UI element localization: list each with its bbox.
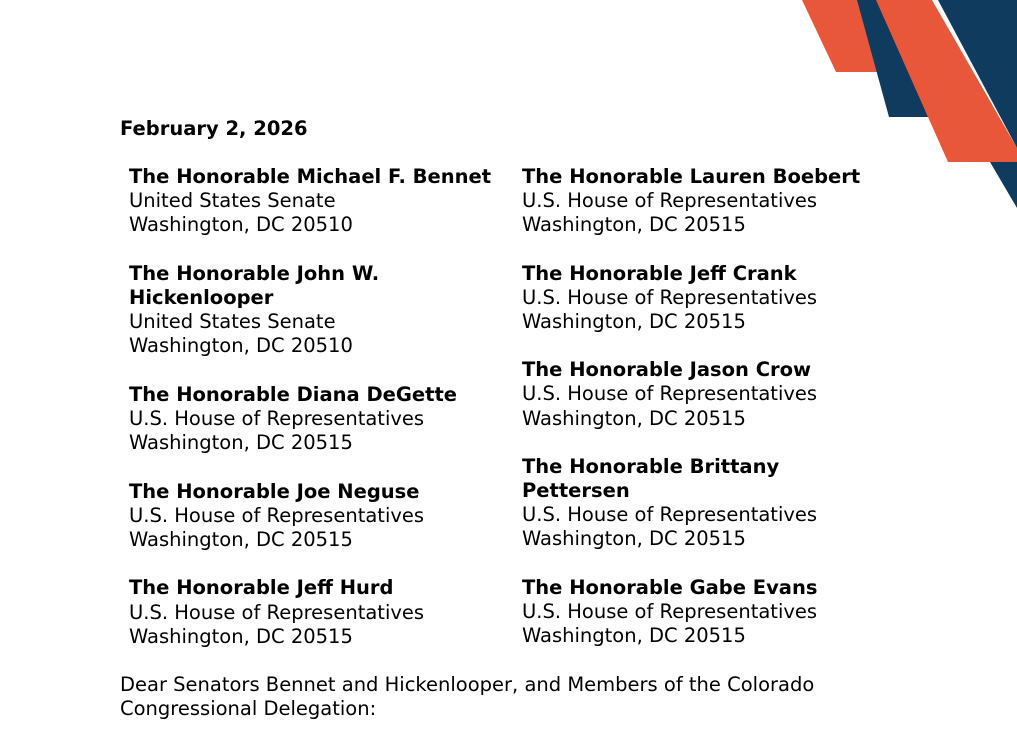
salutation: Dear Senators Bennet and Hickenlooper, and Members of the Colorado Congressional Delegation: bbox=[120, 673, 815, 721]
recipient-block bbox=[522, 576, 882, 649]
recipient-name: The Honorable Lauren Boebert bbox=[522, 165, 861, 188]
recipient-address: Washington, DC 20510 bbox=[129, 213, 353, 237]
recipient-office: U.S. House of Representatives bbox=[129, 503, 425, 527]
recipient-name: The Honorable Diana DeGette bbox=[129, 382, 457, 406]
recipient-name: The Honorable Gabe Evans bbox=[522, 575, 818, 599]
recipient-address: Washington, DC 20515 bbox=[522, 213, 746, 237]
recipient-name: The Honorable Brittany Pettersen bbox=[522, 454, 780, 502]
recipient-address: Washington, DC 20515 bbox=[129, 624, 353, 648]
recipient-office: United States Senate bbox=[129, 189, 336, 213]
recipient-block bbox=[522, 455, 882, 552]
recipient-block bbox=[522, 358, 882, 431]
recipient-address: Washington, DC 20515 bbox=[522, 406, 746, 430]
recipient-address: Washington, DC 20515 bbox=[522, 310, 746, 334]
recipients-right-column bbox=[522, 165, 882, 648]
recipient-block bbox=[129, 165, 514, 238]
recipient-name: The Honorable John W. Hickenlooper bbox=[129, 261, 380, 309]
recipient-office: U.S. House of Representatives bbox=[522, 382, 818, 406]
recipient-name: The Honorable Joe Neguse bbox=[129, 479, 420, 503]
recipient-office: U.S. House of Representatives bbox=[129, 600, 425, 624]
recipient-address: Washington, DC 20515 bbox=[129, 528, 353, 551]
stripe-navy-1 bbox=[857, 0, 967, 117]
recipients-left-column bbox=[129, 165, 514, 649]
stripe-red-1 bbox=[802, 0, 922, 72]
recipient-office: U.S. House of Representatives bbox=[522, 286, 818, 309]
stripe-red-2 bbox=[876, 0, 1017, 162]
recipient-block bbox=[129, 480, 514, 553]
recipient-name: The Honorable Jeff Hurd bbox=[129, 576, 394, 600]
stripe-navy-2 bbox=[938, 0, 1017, 208]
recipient-address: Washington, DC 20510 bbox=[129, 334, 353, 358]
letter-date: February 2, 2026 bbox=[120, 117, 308, 140]
recipient-address: Washington, DC 20515 bbox=[522, 527, 746, 551]
recipient-name: The Honorable Michael F. Bennet bbox=[129, 165, 492, 188]
recipient-name: The Honorable Jeff Crank bbox=[522, 261, 797, 285]
recipient-block bbox=[129, 383, 514, 456]
recipient-office: U.S. House of Representatives bbox=[129, 407, 425, 430]
recipient-block bbox=[129, 262, 514, 359]
recipient-name: The Honorable Jason Crow bbox=[522, 358, 812, 382]
recipient-address: Washington, DC 20515 bbox=[129, 431, 353, 455]
recipient-office: United States Senate bbox=[129, 310, 336, 334]
recipient-office: U.S. House of Representatives bbox=[522, 599, 818, 623]
recipient-address: Washington, DC 20515 bbox=[522, 624, 746, 648]
recipient-block bbox=[129, 576, 514, 649]
recipient-office: U.S. House of Representatives bbox=[522, 503, 818, 527]
recipient-block bbox=[522, 165, 882, 238]
recipient-block bbox=[522, 262, 882, 335]
recipient-office: U.S. House of Representatives bbox=[522, 189, 818, 213]
